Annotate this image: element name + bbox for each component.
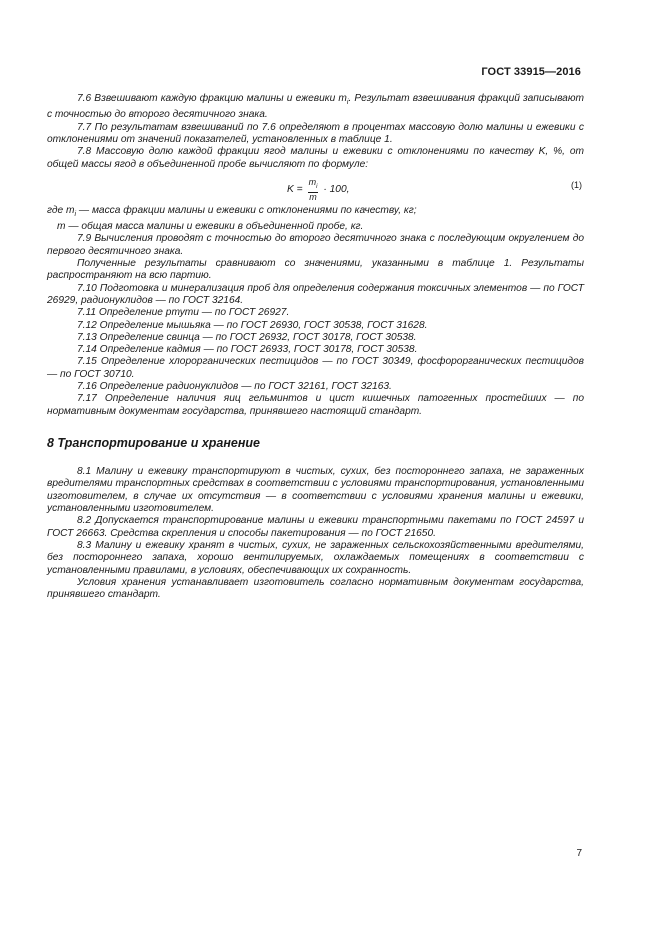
paragraph-storage-conditions: Условия хранения устанавливает изготовитель согласно нормативным документам государства, принявшего стандарт. [47, 576, 584, 601]
paragraph-7-13: 7.13 Определение свинца — по ГОСТ 26932, ГОСТ 30178, ГОСТ 30538. [77, 331, 417, 343]
formula-expression [287, 178, 349, 202]
definition-mi-text: — масса фракции малины и ежевики с отклонениями по качеству, кг; [76, 204, 417, 216]
document-code: ГОСТ 33915—2016 [481, 66, 581, 78]
paragraph-7-6-start: 7.6 Взвешивают каждую фракцию малины и ежевики m [77, 93, 347, 104]
definition-mi [47, 205, 584, 221]
paragraph-7-14: 7.14 Определение кадмия — по ГОСТ 26933, ГОСТ 30178, ГОСТ 30538. [77, 344, 418, 356]
paragraph-7-15: 7.15 Определение хлорорганических пестицидов — по ГОСТ 30349, фосфорорганических пестицидов — по ГОСТ 30710. [47, 356, 584, 380]
paragraph-results: Полученные результаты сравнивают со значениями, указанными в таблице 1. Результаты распространяют на всю партию. [47, 258, 584, 282]
formula-denominator: m [309, 191, 317, 202]
paragraph-7-6 [47, 93, 584, 122]
paragraph-7-9: 7.9 Вычисления проводят с точностью до второго десятичного знака с последующим округлением до первого десятичного знака. [47, 233, 584, 257]
formula-rhs: · 100, [323, 183, 350, 195]
paragraph-7-16: 7.16 Определение радионуклидов — по ГОСТ 32161, ГОСТ 32163. [77, 381, 392, 392]
formula-numerator [308, 178, 319, 193]
paragraph-7-17: 7.17 Определение наличия яиц гельминтов и цист кишечных патогенных простейших — по нормативным документам государства, принявшего настоящий стандарт. [47, 393, 584, 417]
paragraph-8-1: 8.1 Малину и ежевику транспортируют в чистых, сухих, без постороннего запаха, не зараженных вредителями транспортных средствах в соответствии с условиями транспортирования, установленными изготовителем, в случае их отсутствия — в соответствии с условиями хранения малины и ежевики, установленными изготовителем. [47, 466, 584, 515]
paragraph-7-8: 7.8 Массовую долю каждой фракции ягод малины и ежевики с отклонениями по качеству K, %, от общей массы ягод в объединенной пробе вычисляют по формуле: [47, 146, 584, 170]
section-8-title: 8 Транспортирование и хранение [47, 435, 261, 450]
paragraph-7-11: 7.11 Определение ртути — по ГОСТ 26927. [77, 307, 290, 319]
definition-mi-subscript: i [74, 210, 77, 218]
paragraph-7-10: 7.10 Подготовка и минерализация проб для определения содержания токсичных элементов — по ГОСТ 26929, радионуклидов — по ГОСТ 32164. [47, 282, 584, 306]
page-number: 7 [576, 848, 582, 859]
formula-fraction [308, 178, 319, 202]
paragraph-8-3: 8.3 Малину и ежевику хранят в чистых, сухих, не зараженных сельскохозяйственными вредителями, без постороннего запаха, хорошо вентилируемых, охлаждаемых помещениях в соответствии с установленными правилами, в условиях, обеспечивающих их сохранность. [47, 539, 584, 576]
numerator-symbol: m [308, 176, 317, 187]
paragraph-7-12: 7.12 Определение мышьяка — по ГОСТ 26930, ГОСТ 30538, ГОСТ 31628. [77, 319, 428, 331]
definition-m: m — общая масса малины и ежевики в объединенной пробе, кг. [57, 221, 364, 233]
formula-lhs: K = [287, 183, 303, 195]
definition-mi-prefix: где m [47, 204, 75, 216]
paragraph-8-2: 8.2 Допускается транспортирование малины и ежевики транспортными пакетами по ГОСТ 24597 и ГОСТ 26663. Средства скрепления и способы пакетирования — по ГОСТ 21650. [47, 515, 584, 539]
paragraph-7-7: 7.7 По результатам взвешиваний по 7.6 определяют в процентах массовую долю малины и ежевики с отклонениями от значений показателей, установленных в таблице 1. [47, 121, 584, 145]
paragraph-7-6-end: . Результат взвешивания фракций записывают с точностью до второго десятичного знака. [47, 93, 584, 121]
formula-number: (1) [571, 179, 582, 190]
formula-1 [47, 173, 584, 200]
page-content [47, 93, 584, 601]
numerator-subscript: i [316, 183, 318, 190]
subscript-i: i [346, 99, 349, 107]
